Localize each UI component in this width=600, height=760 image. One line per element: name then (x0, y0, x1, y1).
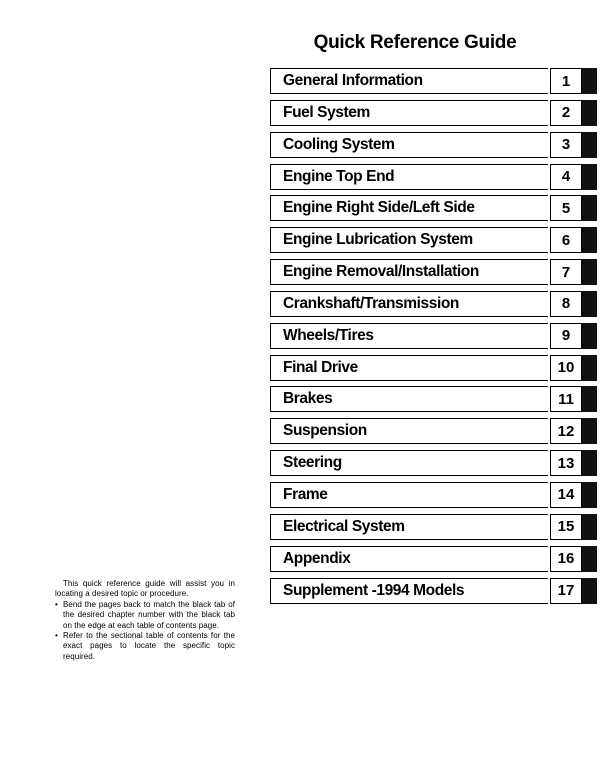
chapter-row[interactable] (270, 386, 598, 412)
chapter-tab[interactable] (582, 546, 597, 572)
chapter-label-box (270, 482, 548, 508)
chapter-label-box (270, 132, 548, 158)
chapter-label-box (270, 291, 548, 317)
chapter-row[interactable] (270, 578, 598, 604)
chapter-number: 12 (550, 418, 582, 444)
chapter-tab[interactable] (582, 450, 597, 476)
chapter-label-box (270, 259, 548, 285)
chapter-number: 17 (550, 578, 582, 604)
chapter-label: Engine Removal/Installation (283, 263, 479, 281)
chapter-row[interactable] (270, 195, 598, 221)
note-bullet-list (55, 600, 235, 662)
chapter-label: Engine Lubrication System (283, 231, 473, 249)
chapter-label-box (270, 386, 548, 412)
chapter-row[interactable] (270, 259, 598, 285)
chapter-number: 5 (550, 195, 582, 221)
chapter-number: 7 (550, 259, 582, 285)
chapter-tab[interactable] (582, 259, 597, 285)
chapter-tab[interactable] (582, 100, 597, 126)
chapter-label: Steering (283, 454, 342, 472)
chapter-number: 11 (550, 386, 582, 412)
chapter-number: 6 (550, 227, 582, 253)
chapter-tab[interactable] (582, 68, 597, 94)
chapter-label-box (270, 164, 548, 190)
note-intro: This quick reference guide will assist you in locating a desired topic or procedure. (55, 579, 235, 599)
chapter-row[interactable] (270, 100, 598, 126)
chapter-label: Brakes (283, 390, 333, 408)
bullet-symbol: • (55, 599, 58, 609)
chapter-label: Appendix (283, 549, 351, 567)
chapter-row[interactable] (270, 323, 598, 349)
chapter-label: Electrical System (283, 517, 405, 535)
chapter-tab[interactable] (582, 227, 597, 253)
chapter-label-box (270, 514, 548, 540)
note-bullet (55, 631, 235, 662)
chapter-number: 14 (550, 482, 582, 508)
chapter-label-box (270, 578, 548, 604)
page-title: Quick Reference Guide (313, 32, 517, 53)
chapter-tab[interactable] (582, 418, 597, 444)
chapter-number: 15 (550, 514, 582, 540)
chapter-tab[interactable] (582, 291, 597, 317)
chapter-label-box (270, 68, 548, 94)
chapter-label-box (270, 355, 548, 381)
chapter-label: Wheels/Tires (283, 326, 374, 344)
chapter-number: 13 (550, 450, 582, 476)
chapter-label: Frame (283, 485, 328, 503)
chapter-tab[interactable] (582, 355, 597, 381)
chapter-tab[interactable] (582, 195, 597, 221)
chapter-label-box (270, 546, 548, 572)
chapter-label: Engine Right Side/Left Side (283, 199, 475, 217)
chapter-row[interactable] (270, 68, 598, 94)
chapter-tab[interactable] (582, 323, 597, 349)
chapter-number: 8 (550, 291, 582, 317)
note-bullet (55, 600, 235, 631)
chapter-label: Cooling System (283, 135, 395, 153)
chapter-row[interactable] (270, 164, 598, 190)
chapter-number: 2 (550, 100, 582, 126)
chapter-label: Supplement -1994 Models (283, 581, 465, 599)
note-bullet-text: Refer to the sectional table of contents for the exact pages to locate the specific topic required. (63, 631, 235, 661)
chapter-label-box (270, 227, 548, 253)
chapter-row[interactable] (270, 546, 598, 572)
note-bullet-text: Bend the pages back to match the black tab of the desired chapter number with the black tab on the edge at each table of contents page. (63, 599, 235, 630)
chapter-label: Final Drive (283, 358, 358, 376)
chapter-label: Fuel System (283, 103, 370, 121)
chapter-tab[interactable] (582, 578, 597, 604)
chapter-tab[interactable] (582, 386, 597, 412)
chapter-row[interactable] (270, 355, 598, 381)
bullet-symbol: • (55, 631, 58, 641)
chapter-tab[interactable] (582, 482, 597, 508)
chapter-label-box (270, 195, 548, 221)
chapter-tab[interactable] (582, 514, 597, 540)
chapter-number: 3 (550, 132, 582, 158)
chapter-number: 9 (550, 323, 582, 349)
chapter-label: General Information (283, 72, 423, 89)
usage-note (55, 579, 235, 662)
chapter-label: Crankshaft/Transmission (283, 294, 459, 312)
chapter-index (270, 68, 598, 609)
chapter-number: 1 (550, 68, 582, 94)
chapter-row[interactable] (270, 291, 598, 317)
chapter-label: Suspension (283, 422, 367, 440)
chapter-label-box (270, 418, 548, 444)
chapter-row[interactable] (270, 418, 598, 444)
chapter-number: 10 (550, 355, 582, 381)
chapter-row[interactable] (270, 482, 598, 508)
chapter-tab[interactable] (582, 132, 597, 158)
chapter-label-box (270, 323, 548, 349)
chapter-number: 4 (550, 164, 582, 190)
chapter-label-box (270, 100, 548, 126)
chapter-label: Engine Top End (283, 167, 395, 185)
chapter-row[interactable] (270, 132, 598, 158)
chapter-number: 16 (550, 546, 582, 572)
chapter-row[interactable] (270, 514, 598, 540)
chapter-tab[interactable] (582, 164, 597, 190)
chapter-row[interactable] (270, 227, 598, 253)
chapter-label-box (270, 450, 548, 476)
chapter-row[interactable] (270, 450, 598, 476)
